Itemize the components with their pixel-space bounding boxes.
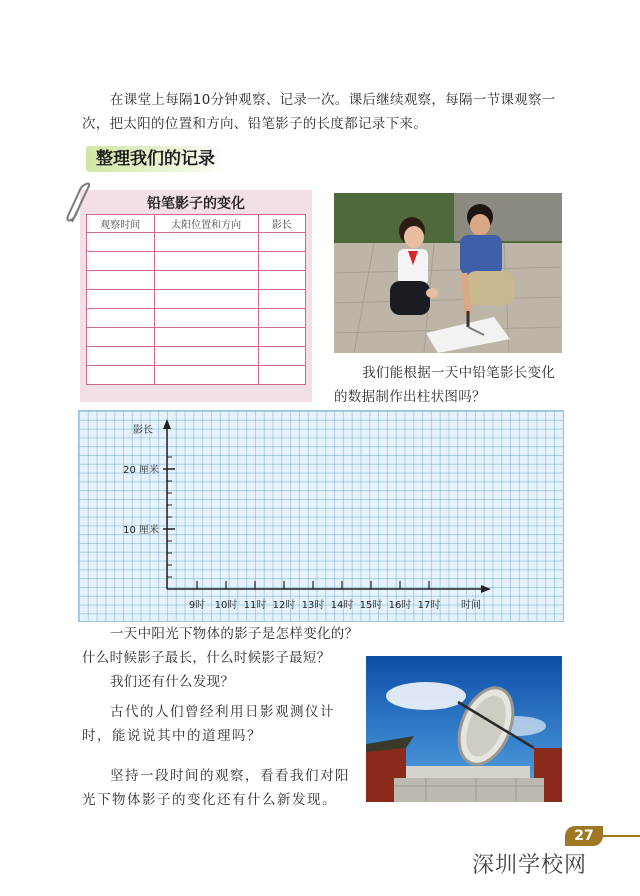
record-table-cell	[258, 271, 305, 290]
x-tick-label: 13时	[301, 600, 325, 611]
paperclip-icon	[62, 182, 96, 226]
y-axis-arrow	[163, 419, 171, 429]
photo-sundial	[366, 656, 562, 802]
header-sun-position: 太阳位置和方向	[154, 215, 258, 233]
record-table-cell	[154, 366, 258, 385]
record-table-cell	[258, 233, 305, 252]
record-table-body	[87, 233, 306, 385]
photo-children-measuring-shadow	[334, 193, 562, 353]
y-tick-label: 10 厘米	[123, 525, 159, 536]
record-table-cell	[154, 290, 258, 309]
record-table-cell	[258, 309, 305, 328]
questions-block	[82, 622, 362, 694]
question-2: 什么时候影子最长，什么时候影子最短？	[82, 650, 331, 666]
record-table-card	[80, 190, 312, 402]
question-1: 一天中阳光下物体的影子是怎样变化的？	[110, 626, 359, 642]
x-tick-label: 15时	[359, 600, 383, 611]
x-axis-label: 时间	[461, 600, 481, 611]
page-number-rule	[600, 835, 640, 837]
y-axis-label: 影长	[133, 425, 153, 436]
page-number: 27	[565, 826, 603, 846]
x-axis-arrow	[481, 585, 491, 593]
record-table-title: 铅笔影子的变化	[147, 196, 245, 212]
header-shadow-length: 影长	[258, 215, 305, 233]
record-table-cell	[154, 233, 258, 252]
record-table-cell	[87, 309, 155, 328]
record-table-cell	[258, 328, 305, 347]
record-table-cell	[154, 271, 258, 290]
record-table-row	[87, 366, 306, 385]
record-table-cell	[87, 366, 155, 385]
chart-svg	[79, 411, 563, 621]
record-table-cell	[258, 366, 305, 385]
record-table-row	[87, 309, 306, 328]
record-table-row	[87, 328, 306, 347]
record-table-cell	[87, 271, 155, 290]
shadow-length-chart	[78, 410, 564, 622]
record-table-row	[87, 252, 306, 271]
x-tick-label: 9时	[188, 600, 206, 611]
record-table-cell	[154, 309, 258, 328]
record-table-cell	[258, 290, 305, 309]
x-tick-label: 12时	[272, 600, 296, 611]
x-tick-label: 16时	[388, 600, 412, 611]
record-table-cell	[154, 328, 258, 347]
x-tick-label: 14时	[330, 600, 354, 611]
section-heading: 整理我们的记录	[86, 146, 225, 172]
record-table-header-row	[87, 215, 306, 233]
observation-prompt: 坚持一段时间的观察，看看我们对阳光下物体影子的变化还有什么新发现。	[82, 768, 350, 808]
photo-caption: 我们能根据一天中铅笔影长变化的数据制作出柱状图吗？	[334, 365, 556, 405]
record-table-row	[87, 347, 306, 366]
x-tick-label: 10时	[214, 600, 238, 611]
record-table-cell	[87, 328, 155, 347]
record-table-cell	[154, 252, 258, 271]
record-table-cell	[87, 347, 155, 366]
sundial-question: 古代的人们曾经利用日影观测仪计时，能说说其中的道理吗？	[82, 704, 335, 744]
watermark: 深圳学校网	[472, 853, 588, 878]
record-table-cell	[258, 252, 305, 271]
record-table	[86, 214, 306, 385]
record-table-row	[87, 290, 306, 309]
record-table-row	[87, 271, 306, 290]
record-table-cell	[258, 347, 305, 366]
x-ticks	[189, 581, 441, 611]
record-table-cell	[87, 290, 155, 309]
header-observe-time: 观察时间	[87, 215, 155, 233]
intro-paragraph: 在课堂上每隔10分钟观察、记录一次。课后继续观察，每隔一节课观察一次，把太阳的位置和方向、铅笔影子的长度都记录下来。	[82, 92, 556, 132]
record-table-cell	[154, 347, 258, 366]
x-tick-label: 11时	[243, 600, 267, 611]
record-table-cell	[87, 233, 155, 252]
x-tick-label: 17时	[417, 600, 441, 611]
y-tick-label: 20 厘米	[123, 465, 159, 476]
question-3: 我们还有什么发现？	[110, 674, 235, 690]
record-table-row	[87, 233, 306, 252]
record-table-cell	[87, 252, 155, 271]
